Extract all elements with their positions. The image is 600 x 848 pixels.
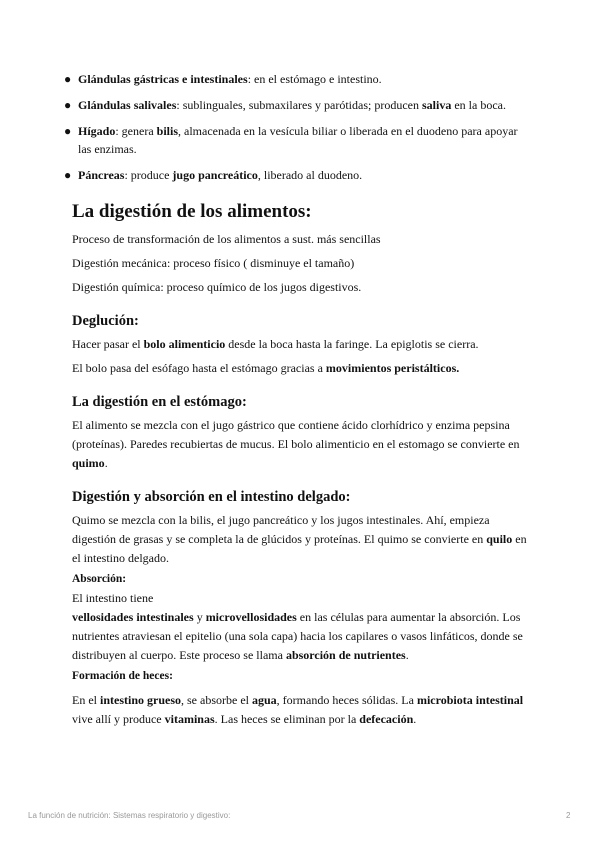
subsection-title-absorcion: Absorción: [72, 573, 127, 585]
section-title-intestino: Digestión y absorción en el intestino delgado: [72, 489, 351, 505]
bullet-icon: ● [64, 98, 72, 112]
paragraph: vellosidades intestinales y microvellosidades en las células para aumentar la absorción. Los nutrientes atraviesan el epitelio (una sola capa) hacia los capilares o vasos linfáticos, donde se distribuyen al cuerpo. Este proceso se llama absorción de nutrientes. [72, 610, 523, 662]
section-title-deglucion: Deglución: [72, 313, 139, 329]
list-item: ● Glándulas salivales: sublinguales, submaxilares y parótidas; producen saliva en la boca. [64, 98, 506, 112]
list-item: ● Glándulas gástricas e intestinales: en el estómago e intestino. [64, 72, 382, 86]
bullet-icon: ● [64, 168, 72, 182]
section-title-digestion: La digestión de los alimentos: [72, 201, 312, 222]
bullet-icon: ● [64, 72, 72, 86]
bullet-icon: ● [64, 124, 72, 138]
page-number: 2 [566, 811, 571, 820]
paragraph: Digestión mecánica: proceso físico ( disminuye el tamaño) [72, 256, 355, 270]
subsection-title-heces: Formación de heces: [72, 670, 173, 682]
paragraph: Hacer pasar el bolo alimenticio desde la boca hasta la faringe. La epiglotis se cierra. [72, 337, 479, 351]
paragraph: Quimo se mezcla con la bilis, el jugo pancreático y los jugos intestinales. Ahí, empieza digestión de grasas y se completa la de glúcidos y proteínas. El quimo se convierte en quilo en el intestino delgado. [72, 513, 527, 565]
list-item: ● Hígado: genera bilis, almacenada en la vesícula biliar o liberada en el duodeno para apoyar las enzimas. [64, 124, 518, 156]
paragraph: El bolo pasa del esófago hasta el estómago gracias a movimientos peristálticos. [72, 361, 460, 375]
paragraph: Digestión química: proceso químico de los jugos digestivos. [72, 280, 362, 294]
list-item: ● Páncreas: produce jugo pancreático, liberado al duodeno. [64, 168, 363, 182]
paragraph: En el intestino grueso, se absorbe el agua, formando heces sólidas. La microbiota intestinal vive allí y produce vitaminas. Las heces se eliminan por la defecación. [72, 693, 524, 726]
paragraph: Proceso de transformación de los alimentos a sust. más sencillas [72, 232, 381, 246]
footer-title: La función de nutrición: Sistemas respiratorio y digestivo: [28, 811, 231, 820]
paragraph: El alimento se mezcla con el jugo gástrico que contiene ácido clorhídrico y enzima pepsina (proteínas). Paredes recubiertas de mucus. El bolo alimenticio en el estomago se convierte en quimo. [72, 418, 520, 470]
glands-list [64, 70, 518, 192]
paragraph: El intestino tiene [72, 591, 154, 605]
section-title-estomago: La digestión en el estómago: [72, 394, 247, 410]
